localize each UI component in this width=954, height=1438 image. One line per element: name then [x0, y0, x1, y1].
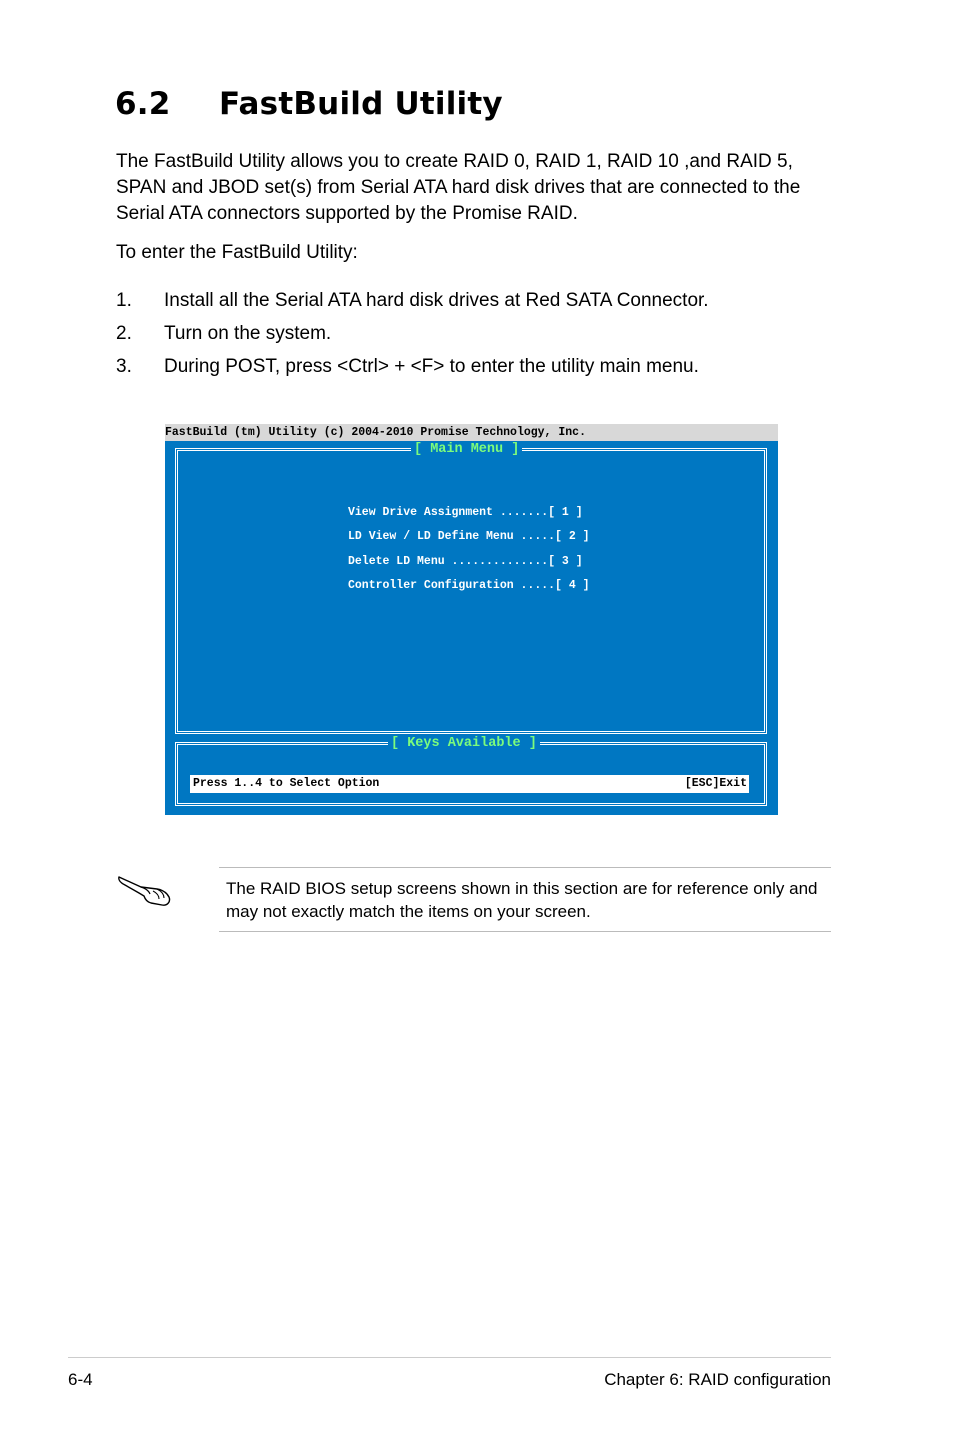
chapter-label: Chapter 6: RAID configuration — [604, 1370, 831, 1389]
key-help-bar — [190, 775, 749, 793]
main-menu-title: [ Main Menu ] — [411, 442, 522, 458]
keys-available-title: [ Keys Available ] — [388, 736, 540, 752]
step-item — [116, 354, 709, 387]
menu-item-delete-ld[interactable]: Delete LD Menu ..............[ 3 ] — [348, 554, 583, 568]
note-bottom-rule — [219, 931, 831, 932]
section-title-text: FastBuild Utility — [219, 86, 503, 122]
steps-list — [116, 288, 709, 387]
menu-item-view-drive-assignment[interactable]: View Drive Assignment .......[ 1 ] — [348, 506, 583, 519]
note-text: The RAID BIOS setup screens shown in this section are for reference only and may not exactly match the items on your screen. — [226, 879, 818, 921]
step-text: During POST, press <Ctrl> + <F> to enter the utility main menu. — [164, 356, 699, 377]
page-number: 6-4 — [68, 1370, 93, 1389]
step-number: 2. — [116, 323, 132, 344]
note-top-rule — [219, 867, 831, 868]
hand-pointing-icon — [117, 865, 173, 909]
bios-header: FastBuild (tm) Utility (c) 2004-2010 Promise Technology, Inc. — [165, 424, 778, 441]
step-item — [116, 288, 709, 321]
intro-paragraph: The FastBuild Utility allows you to create RAID 0, RAID 1, RAID 10 ,and RAID 5, SPAN and JBOD set(s) from Serial ATA hard disk drives that are connected to the Serial ATA connectors supported by the Promise RAID. — [116, 151, 801, 224]
step-number: 3. — [116, 356, 132, 377]
step-number: 1. — [116, 290, 132, 311]
key-help-exit: [ESC]Exit — [684, 777, 747, 790]
main-menu-list — [348, 505, 590, 602]
section-number: 6.2 — [115, 86, 171, 122]
step-text: Turn on the system. — [164, 323, 332, 344]
step-text: Install all the Serial ATA hard disk drives at Red SATA Connector. — [164, 290, 709, 311]
keys-available-frame — [175, 736, 767, 806]
enter-label: To enter the FastBuild Utility: — [116, 242, 358, 263]
section-title — [115, 86, 503, 122]
key-help-select: Press 1..4 to Select Option — [193, 777, 380, 790]
footer-rule — [68, 1357, 831, 1358]
menu-item-controller-configuration[interactable]: Controller Configuration .....[ 4 ] — [348, 578, 590, 592]
menu-item-ld-view[interactable]: LD View / LD Define Menu .....[ 2 ] — [348, 530, 590, 544]
bios-screenshot — [165, 424, 778, 815]
main-menu-frame — [175, 442, 767, 734]
step-item — [116, 321, 709, 354]
